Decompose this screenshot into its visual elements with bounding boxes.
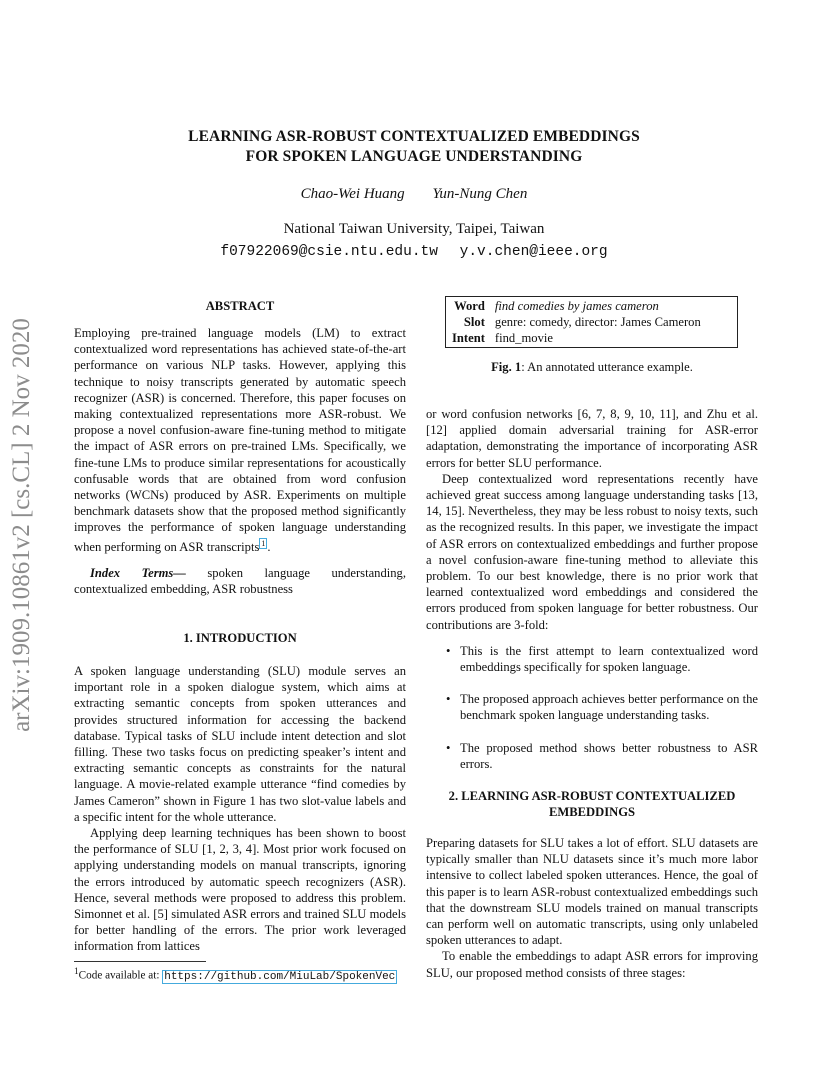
authors	[0, 186, 828, 203]
section-2-heading-line-1: 2. LEARNING ASR-ROBUST CONTEXTUALIZED	[448, 789, 736, 803]
intro-paragraph-2: Applying deep learning techniques has been shown to boost the performance of SLU [1, 2, 3, 4]. Most prior work focused on applying understanding models on manual transcripts, ignoring the errors introduced by automatic speech recognizers (ASR). Hence, several methods were proposed to address this problem. Simonnet et al. [5] simulated ASR errors and trained SLU models for better handling of the errors. The prior work leveraged information from lattices	[74, 826, 406, 954]
right-paragraph-1: or word confusion networks [6, 7, 8, 9, 10, 11], and Zhu et al. [12] applied domain adversarial training for ASR-error adaptation, demonstrating the importance of incorporating ASR errors for better SLU performance.	[426, 407, 758, 470]
footnote-text: Code available at:	[78, 969, 163, 982]
list-item: • This is the first attempt to learn contextualized word embeddings specifically for spoken language.	[426, 643, 758, 675]
row-value: find comedies by james cameron	[494, 299, 659, 313]
figure-1-caption	[426, 360, 758, 375]
row-key: Slot	[463, 315, 485, 329]
intro-paragraph-1: A spoken language understanding (SLU) module serves an important role in a spoken dialogue system, which aims at extracting semantic concepts from spoken utterances and provides structured information for accessing the backend database. Typical tasks of SLU include intent detection and slot filling. These two tasks focus on predicting speaker’s intent and extracting semantic concepts as constraints for the natural language. A movie-related example utterance “find comedies by James Cameron” shown in Figure 1 has two slot-value labels and a specific intent for the whole utterance.	[74, 664, 406, 824]
footnote-url-link[interactable]: https://github.com/MiuLab/SpokenVec	[164, 970, 396, 983]
introduction-section	[74, 630, 406, 955]
caption-label: Fig. 1	[491, 360, 522, 374]
row-key: Intent	[452, 331, 485, 345]
row-value: genre: comedy, director: James Cameron	[494, 315, 701, 329]
index-terms	[74, 565, 406, 597]
email-2: y.v.chen@ieee.org	[459, 244, 608, 260]
paper-title	[0, 127, 828, 167]
footnote-mark: 1	[74, 967, 79, 977]
author-2: Yun-Nung Chen	[432, 186, 528, 202]
section-2-paragraph-2: To enable the embeddings to adapt ASR errors for improving SLU, our proposed method consists of three stages:	[426, 949, 758, 980]
caption-text: : An annotated utterance example.	[521, 360, 693, 374]
section-2-heading-line-2: EMBEDDINGS	[548, 805, 636, 819]
table-row	[452, 330, 705, 346]
row-value: find_movie	[494, 331, 553, 345]
figure-1-table	[445, 296, 738, 348]
author-1: Chao-Wei Huang	[300, 186, 405, 202]
index-terms-text: spoken language understanding, contextualized embedding, ASR robustness	[74, 566, 407, 597]
affiliation: National Taiwan University, Taipei, Taiwan	[283, 221, 545, 237]
right-column-text	[426, 406, 758, 788]
title-line-2: FOR SPOKEN LANGUAGE UNDERSTANDING	[245, 148, 583, 165]
section-2-heading	[426, 788, 758, 820]
section-2	[426, 788, 758, 981]
section-2-paragraph-1: Preparing datasets for SLU takes a lot of effort. SLU datasets are typically smaller than NLU datasets since it’s much more labor intensive to collect labeled spoken utterances. Hence, the goal of this paper is to learn ASR-robust contextualized embeddings such that the downstream SLU models trained on manual transcripts can perform well on automatic transcripts, using only unlabeled spoken utterances to adapt.	[426, 836, 758, 948]
title-line-1: LEARNING ASR-ROBUST CONTEXTUALIZED EMBEDDINGS	[188, 128, 640, 145]
contributions-list	[426, 643, 758, 772]
right-paragraph-2: Deep contextualized word representations recently have achieved great success among language understanding tasks [13, 14, 15]. Nevertheless, they may be less robust to noisy texts, such as the recognized results. In this paper, we investigate the impact of ASR errors on contextualized embeddings and further propose a novel confusion-aware fine-tuning method to alleviate this problem. To our best knowledge, there is no prior work that learned contextualized word embeddings and considered the errors produced from spoken language for better robustness. Our contributions are 3-fold:	[426, 471, 758, 632]
arxiv-stamp	[2, 290, 42, 760]
abstract-footnote-mark[interactable]: 1	[261, 538, 266, 548]
index-terms-label: Index Terms—	[90, 566, 186, 581]
section-1-heading: 1. INTRODUCTION	[183, 631, 297, 645]
arxiv-id: arXiv:1909.10861v2 [cs.CL] 2 Nov 2020	[8, 318, 35, 732]
emails	[0, 244, 828, 260]
email-1: f07922069@csie.ntu.edu.tw	[220, 244, 438, 260]
table-row	[452, 314, 705, 330]
footnote-divider	[74, 961, 206, 962]
table-row	[452, 298, 705, 314]
footnote	[74, 965, 406, 984]
abstract-section	[74, 298, 406, 597]
abstract-body: Employing pre-trained language models (LM) to extract contextualized word representations has achieved state-of-the-art performance on various NLP tasks. However, applying this technique to noisy transcripts generated by automatic speech recognizer (ASR) is concerned. Therefore, this paper focuses on making contextualized representations more ASR-robust. We propose a novel confusion-aware fine-tuning method to mitigate the impact of ASR errors on pre-trained LMs. Specifically, we fine-tune LMs to produce similar representations for acoustically confusable words that are obtained from word confusion networks (WCNs) produced by ASR. Experiments on multiple benchmark datasets show that the proposed method significantly improves the performance of spoken language understanding when performing on ASR transcripts $^1$ .	[74, 326, 406, 554]
abstract-text: Employing pre-trained language models (LM) to extract contextualized word representations has achieved state-of-the-art performance on various NLP tasks. However, applying this technique to noisy transcripts generated by automatic speech recognizer (ASR) is concerned. Therefore, this paper focuses on making contextualized representations more ASR-robust. We propose a novel confusion-aware fine-tuning method to mitigate the impact of ASR errors on pre-trained LMs. Specifically, we fine-tune LMs to produce similar representations for acoustically confusable words that are obtained from word confusion networks (WCNs) produced by ASR. Experiments on multiple benchmark datasets show that the proposed method significantly improves the performance of spoken language understanding when performing on ASR transcripts	[74, 326, 406, 554]
list-item: • The proposed approach achieves better performance on the benchmark spoken language understanding tasks.	[426, 691, 758, 723]
list-item: • The proposed method shows better robustness to ASR errors.	[426, 740, 758, 772]
row-key: Word	[454, 299, 485, 313]
abstract-heading: ABSTRACT	[205, 299, 275, 313]
